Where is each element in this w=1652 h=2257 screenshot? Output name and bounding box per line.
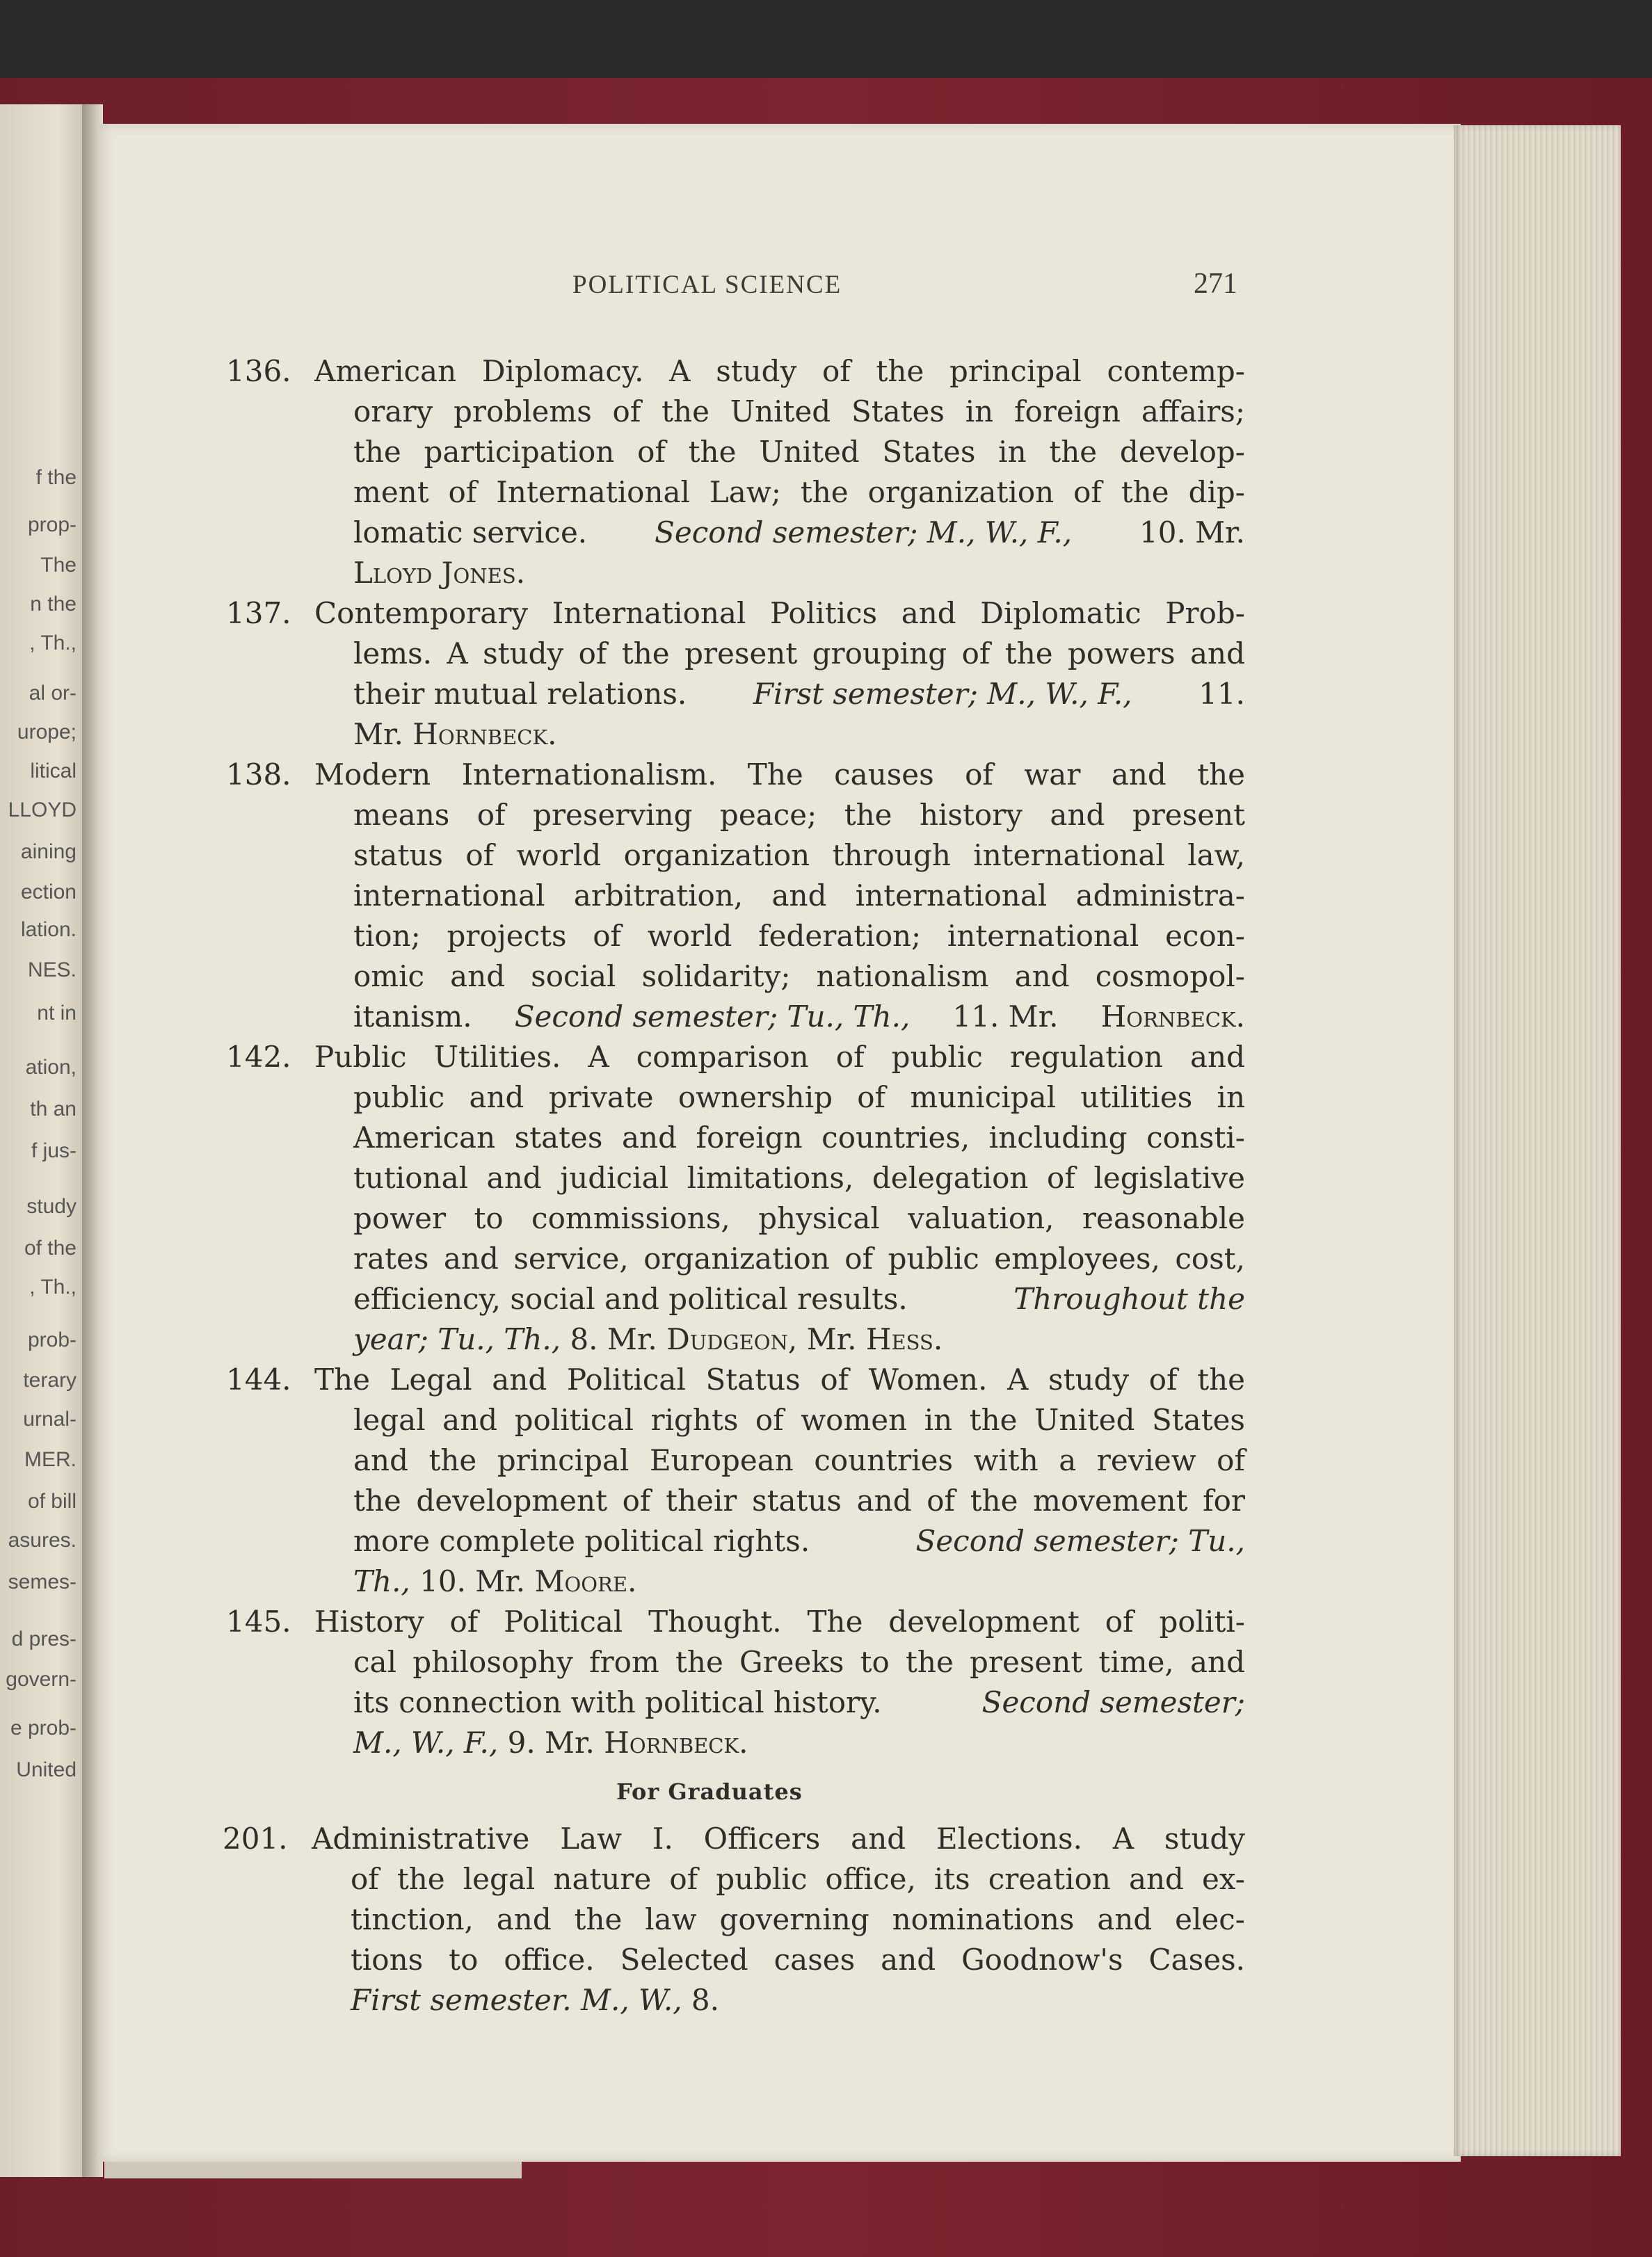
- left-page-fragment: prob-: [27, 1328, 77, 1351]
- course-text: 10. Mr.: [419, 1564, 526, 1598]
- course-text: Mr.: [353, 717, 403, 751]
- left-page-fragment: lation.: [20, 918, 77, 941]
- course-text: 9. Mr.: [507, 1726, 595, 1760]
- schedule-text: First semester. M., W.,: [351, 1983, 682, 2017]
- left-page-fragment: prop-: [27, 513, 77, 536]
- course-text-line: rates and service, organization of public employees, cost,: [353, 1242, 1245, 1276]
- instructor-name: Hornbeck.: [1100, 999, 1245, 1034]
- course-text-line: [353, 1323, 943, 1356]
- left-page-fragment: terary: [23, 1369, 77, 1392]
- left-page-fragment: MER.: [24, 1448, 77, 1471]
- left-page-fragment: of bill: [27, 1490, 77, 1513]
- course-text: Mr.: [806, 1322, 857, 1356]
- course-text-line: American states and foreign countries, including consti-: [353, 1121, 1245, 1155]
- course-text-line: [353, 516, 1245, 549]
- course-text-line: Public Utilities. A comparison of public regulation and: [314, 1040, 1245, 1074]
- page-edges: [1454, 125, 1621, 2156]
- course-text-line: [353, 1565, 636, 1598]
- course-text: 10. Mr.: [1139, 515, 1245, 549]
- left-page-fragment: f jus-: [31, 1139, 77, 1162]
- schedule-text: year; Tu., Th.,: [353, 1322, 561, 1356]
- course-text-line: means of preserving peace; the history and present: [353, 798, 1245, 832]
- left-page-fragment: of the: [24, 1237, 77, 1260]
- course-text-line: Modern Internationalism. The causes of war and the: [314, 757, 1245, 792]
- course-text: their mutual relations.: [353, 677, 687, 711]
- left-page-fragment: aining: [20, 840, 77, 863]
- left-page-fragment: study: [26, 1195, 77, 1218]
- left-page-fragment: , Th.,: [29, 632, 77, 654]
- course-text-line: ment of International Law; the organization of the dip-: [353, 475, 1245, 509]
- course-text-line: status of world organization through international law,: [353, 838, 1245, 872]
- course-text: efficiency, social and political results.: [353, 1282, 908, 1316]
- left-page-fragment: NES.: [27, 958, 77, 981]
- course-text-line: legal and political rights of women in the United States: [353, 1403, 1245, 1437]
- course-number: 144.: [226, 1363, 291, 1397]
- left-page-fragment: f the: [35, 466, 77, 489]
- instructor-name: Hess.: [865, 1322, 943, 1356]
- course-text-line: [353, 1686, 1245, 1719]
- instructor-name: Hornbeck.: [604, 1726, 748, 1760]
- course-text-line: [353, 1283, 1245, 1316]
- left-page-fragment: , Th.,: [29, 1276, 77, 1299]
- running-head: POLITICAL SCIENCE: [572, 271, 842, 299]
- course-text: 11. Mr.: [952, 999, 1059, 1034]
- schedule-text: Second semester; Tu., Th.,: [514, 999, 911, 1034]
- course-text-line: American Diplomacy. A study of the principal contemp-: [314, 354, 1245, 388]
- schedule-text: Second semester; M., W., F.,: [655, 515, 1073, 549]
- course-number: 138.: [226, 757, 291, 792]
- instructor-name: Hornbeck.: [412, 717, 557, 751]
- course-text: 8.: [691, 1983, 719, 2017]
- left-page-edge: [0, 104, 82, 2177]
- course-text-line: international arbitration, and international administra-: [353, 878, 1245, 913]
- section-subhead: For Graduates: [616, 1778, 803, 1805]
- left-page-fragment: al or-: [29, 682, 77, 705]
- schedule-text: Throughout the: [1013, 1282, 1245, 1316]
- page-bottom-strip: [104, 2162, 522, 2178]
- course-text-line: [351, 1984, 719, 2017]
- course-text-line: public and private ownership of municipal utilities in: [353, 1080, 1245, 1114]
- course-text: 11.: [1198, 677, 1245, 711]
- course-text-line: the development of their status and of the movement for: [353, 1484, 1245, 1518]
- course-number: 145.: [226, 1605, 291, 1639]
- left-page-fragment: LLOYD: [8, 798, 77, 821]
- course-text-line: [353, 677, 1245, 711]
- course-text-line: [353, 718, 556, 751]
- left-page-fragment: litical: [30, 760, 77, 782]
- course-text: more complete political rights.: [353, 1524, 810, 1558]
- course-text-line: tinction, and the law governing nominations and elec-: [351, 1902, 1245, 1936]
- course-text-line: of the legal nature of public office, its creation and ex-: [351, 1862, 1245, 1896]
- course-text-line: tutional and judicial limitations, delegation of legislative: [353, 1161, 1245, 1195]
- course-text-line: Contemporary International Politics and Diplomatic Prob-: [314, 596, 1245, 630]
- schedule-text: Th.,: [353, 1564, 410, 1598]
- course-text-line: power to commissions, physical valuation, reasonable: [353, 1201, 1245, 1235]
- course-text-line: tions to office. Selected cases and Goodnow's Cases.: [351, 1943, 1245, 1977]
- course-text-line: History of Political Thought. The development of politi-: [314, 1605, 1245, 1639]
- left-page-fragment: d pres-: [11, 1628, 77, 1650]
- left-page-fragment: th an: [30, 1098, 77, 1121]
- left-page-fragment: ation,: [25, 1056, 77, 1079]
- left-page-fragment: govern-: [6, 1668, 77, 1691]
- left-page-fragment: ection: [20, 881, 77, 903]
- course-number: 142.: [226, 1040, 291, 1074]
- left-page-fragment: e prob-: [10, 1717, 77, 1740]
- left-page-fragment: semes-: [8, 1571, 77, 1593]
- left-page-fragment: The: [40, 554, 77, 577]
- schedule-text: First semester; M., W., F.,: [753, 677, 1132, 711]
- course-number: 136.: [226, 354, 291, 388]
- left-page-fragment: United: [16, 1758, 77, 1781]
- course-number: 201.: [223, 1822, 288, 1856]
- course-text-line: [353, 1525, 1245, 1558]
- instructor-name: Lloyd Jones.: [353, 556, 526, 590]
- left-page-fragment: nt in: [37, 1002, 77, 1025]
- schedule-text: M., W., F.,: [353, 1726, 499, 1760]
- left-page-fragment: asures.: [8, 1529, 77, 1552]
- course-text: lomatic service.: [353, 515, 588, 549]
- schedule-text: Second semester;: [981, 1685, 1245, 1719]
- course-text-line: omic and social solidarity; nationalism and cosmopol-: [353, 959, 1245, 993]
- left-page-fragment: urnal-: [23, 1408, 77, 1431]
- course-text-line: orary problems of the United States in foreign affairs;: [353, 394, 1245, 428]
- course-text: 8. Mr.: [570, 1322, 657, 1356]
- course-text-line: [353, 1726, 748, 1760]
- course-text: its connection with political history.: [353, 1685, 882, 1719]
- page-number: 271: [1194, 268, 1237, 300]
- instructor-name: Dudgeon,: [666, 1322, 798, 1356]
- course-text-line: lems. A study of the present grouping of the powers and: [353, 636, 1245, 670]
- schedule-text: Second semester; Tu.,: [915, 1524, 1245, 1558]
- course-text-line: [353, 1000, 1245, 1034]
- course-text-line: cal philosophy from the Greeks to the present time, and: [353, 1645, 1245, 1679]
- course-text: itanism.: [353, 999, 472, 1034]
- instructor-name: Moore.: [534, 1564, 637, 1598]
- course-text-line: and the principal European countries with a review of: [353, 1443, 1245, 1477]
- course-text-line: tion; projects of world federation; international econ-: [353, 919, 1245, 953]
- course-text-line: The Legal and Political Status of Women. A study of the: [314, 1363, 1245, 1397]
- left-page-fragment: n the: [30, 593, 77, 616]
- course-text-line: Administrative Law I. Officers and Elections. A study: [312, 1822, 1245, 1856]
- left-page-fragment: urope;: [17, 721, 77, 744]
- course-number: 137.: [226, 596, 291, 630]
- course-text-line: the participation of the United States in the develop-: [353, 435, 1245, 469]
